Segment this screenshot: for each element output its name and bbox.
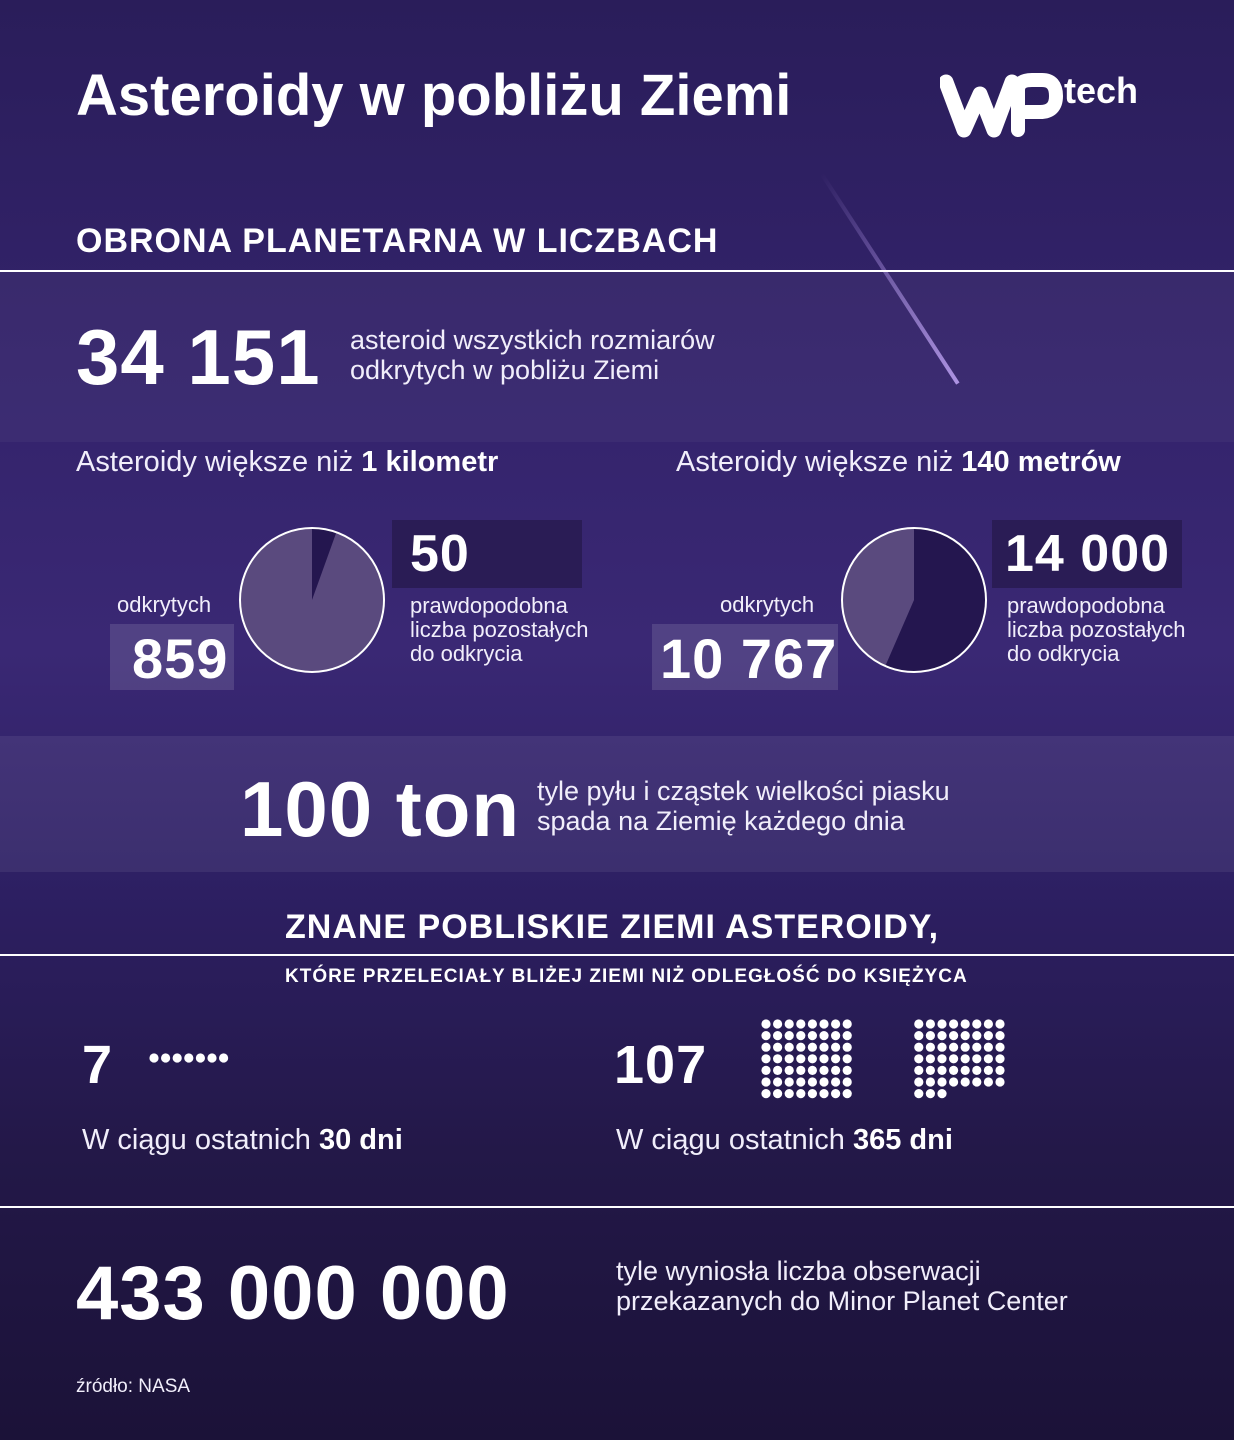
d365-dot (984, 1019, 993, 1028)
d365-label: W ciągu ostatnich 365 dni (616, 1124, 953, 1156)
d365-dot (843, 1077, 852, 1086)
d30-dot (207, 1053, 216, 1062)
page-title: Asteroidy w pobliżu Ziemi (76, 63, 792, 128)
d365-dot (831, 1089, 840, 1098)
d30-dot (219, 1053, 228, 1062)
d365-dot (926, 1089, 935, 1098)
d365-dot (831, 1043, 840, 1052)
d365-dot (914, 1019, 923, 1028)
d365-dot (761, 1019, 770, 1028)
section-subheading-neo: KTÓRE PRZELECIAŁY BLIŻEJ ZIEMI NIŻ ODLEGŁOŚĆ DO KSIĘŻYCA (285, 966, 968, 987)
d365-dot (937, 1077, 946, 1086)
source-note: źródło: NASA (76, 1376, 191, 1397)
d365-dot (843, 1054, 852, 1063)
d365-dot (761, 1077, 770, 1086)
m140-pie-chart (838, 524, 990, 676)
d365-dot (796, 1031, 805, 1040)
d365-dot (785, 1089, 794, 1098)
km-remaining-value: 50 (410, 525, 470, 583)
d365-dot (808, 1054, 817, 1063)
d365-dot (796, 1054, 805, 1063)
d365-dot (785, 1031, 794, 1040)
d365-dot (831, 1077, 840, 1086)
d365-dot (761, 1066, 770, 1075)
d365-dot (949, 1066, 958, 1075)
d365-dot (972, 1077, 981, 1086)
d30-dots (148, 1052, 258, 1076)
d365-dot (796, 1066, 805, 1075)
total-asteroids-value: 34 151 (76, 313, 321, 401)
d365-dots (760, 1018, 1180, 1102)
d365-dot (937, 1054, 946, 1063)
section-heading-neo: ZNANE POBLISKIE ZIEMI ASTEROIDY, (285, 908, 940, 946)
d365-dot (773, 1054, 782, 1063)
d365-dot (961, 1077, 970, 1086)
d30-dot (196, 1053, 205, 1062)
km-remaining-desc: prawdopodobna liczba pozostałych do odkrycia (410, 593, 589, 666)
d365-dot (831, 1031, 840, 1040)
d365-dot (995, 1043, 1004, 1052)
d365-dot (972, 1043, 981, 1052)
d365-dot (961, 1019, 970, 1028)
d365-dot (961, 1043, 970, 1052)
section-rule-2 (0, 954, 1234, 956)
dust-value: 100 ton (240, 765, 521, 853)
total-asteroids-desc: asteroid wszystkich rozmiarów odkrytych w pobliżu Ziemi (350, 325, 715, 385)
d365-dot (937, 1066, 946, 1075)
d365-dot (961, 1054, 970, 1063)
d365-dot (819, 1031, 828, 1040)
d365-dot (819, 1019, 828, 1028)
d365-dot (914, 1077, 923, 1086)
d365-dot (761, 1054, 770, 1063)
d365-dot (972, 1066, 981, 1075)
km-group-label: Asteroidy większe niż 1 kilometr (76, 446, 499, 478)
d365-dot (949, 1043, 958, 1052)
d365-dot (843, 1019, 852, 1028)
d365-dot (773, 1089, 782, 1098)
d365-dot (808, 1089, 817, 1098)
d365-dot (761, 1043, 770, 1052)
d365-value: 107 (614, 1035, 708, 1095)
d365-dot (819, 1066, 828, 1075)
d365-dot (843, 1089, 852, 1098)
d365-dot (819, 1054, 828, 1063)
d365-dot (972, 1019, 981, 1028)
d365-dot (961, 1066, 970, 1075)
d365-dot (949, 1054, 958, 1063)
d365-dot (914, 1089, 923, 1098)
d365-dot (984, 1066, 993, 1075)
d365-dot (937, 1031, 946, 1040)
d365-dot (995, 1019, 1004, 1028)
d365-dot (819, 1043, 828, 1052)
d365-dot (831, 1019, 840, 1028)
d365-dot (808, 1043, 817, 1052)
d365-dot (785, 1077, 794, 1086)
d365-dot (761, 1089, 770, 1098)
d365-dot (984, 1077, 993, 1086)
d365-dot (785, 1043, 794, 1052)
d365-dot (937, 1043, 946, 1052)
d365-dot (926, 1031, 935, 1040)
d365-dot (995, 1077, 1004, 1086)
d365-dot (843, 1031, 852, 1040)
section-heading-defense: OBRONA PLANETARNA W LICZBACH (76, 222, 719, 260)
m140-remaining-value: 14 000 (1005, 525, 1171, 583)
d365-dot (914, 1043, 923, 1052)
d365-dot (937, 1019, 946, 1028)
d365-dot (961, 1031, 970, 1040)
brand-text: tech (1064, 70, 1139, 111)
d365-dot (808, 1031, 817, 1040)
d365-dot (796, 1089, 805, 1098)
d365-dot (926, 1043, 935, 1052)
d365-dot (808, 1066, 817, 1075)
d365-dot (819, 1077, 828, 1086)
d365-dot (808, 1077, 817, 1086)
d365-dot (785, 1054, 794, 1063)
d365-dot (796, 1077, 805, 1086)
d365-dot (949, 1031, 958, 1040)
d365-dot (761, 1031, 770, 1040)
d365-dot (926, 1019, 935, 1028)
d365-dot (972, 1054, 981, 1063)
m140-group-label: Asteroidy większe niż 140 metrów (676, 446, 1121, 478)
d365-dot (914, 1031, 923, 1040)
m140-remaining-desc: prawdopodobna liczba pozostałych do odkrycia (1007, 593, 1186, 666)
d365-dot (972, 1031, 981, 1040)
dust-desc: tyle pyłu i cząstek wielkości piasku spada na Ziemię każdego dnia (537, 776, 950, 836)
d365-dot (984, 1043, 993, 1052)
d365-dot (995, 1066, 1004, 1075)
d365-dot (995, 1054, 1004, 1063)
d365-dot (949, 1077, 958, 1086)
d365-dot (914, 1054, 923, 1063)
d30-dot (184, 1053, 193, 1062)
m140-discovered-value: 10 767 (660, 627, 838, 690)
d365-dot (926, 1066, 935, 1075)
d30-dot (173, 1053, 182, 1062)
d365-dot (843, 1066, 852, 1075)
km-discovered-label: odkrytych (117, 592, 212, 617)
km-discovered-value: 859 (132, 627, 229, 690)
d365-dot (831, 1054, 840, 1063)
km-pie-chart (236, 524, 388, 676)
d365-dot (785, 1066, 794, 1075)
d365-dot (984, 1031, 993, 1040)
d365-dot (843, 1043, 852, 1052)
d365-dot (819, 1089, 828, 1098)
d365-dot (984, 1054, 993, 1063)
d365-dot (773, 1031, 782, 1040)
observations-value: 433 000 000 (76, 1251, 510, 1336)
d365-dot (796, 1019, 805, 1028)
d365-dot (949, 1019, 958, 1028)
d365-dot (796, 1043, 805, 1052)
d30-dot (149, 1053, 158, 1062)
d365-dot (785, 1019, 794, 1028)
d365-dot (926, 1077, 935, 1086)
d365-dot (773, 1019, 782, 1028)
d365-dot (773, 1077, 782, 1086)
d365-dot (831, 1066, 840, 1075)
d30-dot (161, 1053, 170, 1062)
d365-dot (914, 1066, 923, 1075)
m140-discovered-label: odkrytych (720, 592, 815, 617)
d365-dot (995, 1031, 1004, 1040)
section-rule-3 (0, 1206, 1234, 1208)
d365-dot (808, 1019, 817, 1028)
d30-value: 7 (82, 1035, 114, 1095)
d365-dot (937, 1089, 946, 1098)
d365-dot (926, 1054, 935, 1063)
d30-label: W ciągu ostatnich 30 dni (82, 1124, 403, 1156)
observations-desc: tyle wyniosła liczba obserwacji przekazanych do Minor Planet Center (616, 1256, 1068, 1316)
d365-dot (773, 1043, 782, 1052)
d365-dot (773, 1066, 782, 1075)
